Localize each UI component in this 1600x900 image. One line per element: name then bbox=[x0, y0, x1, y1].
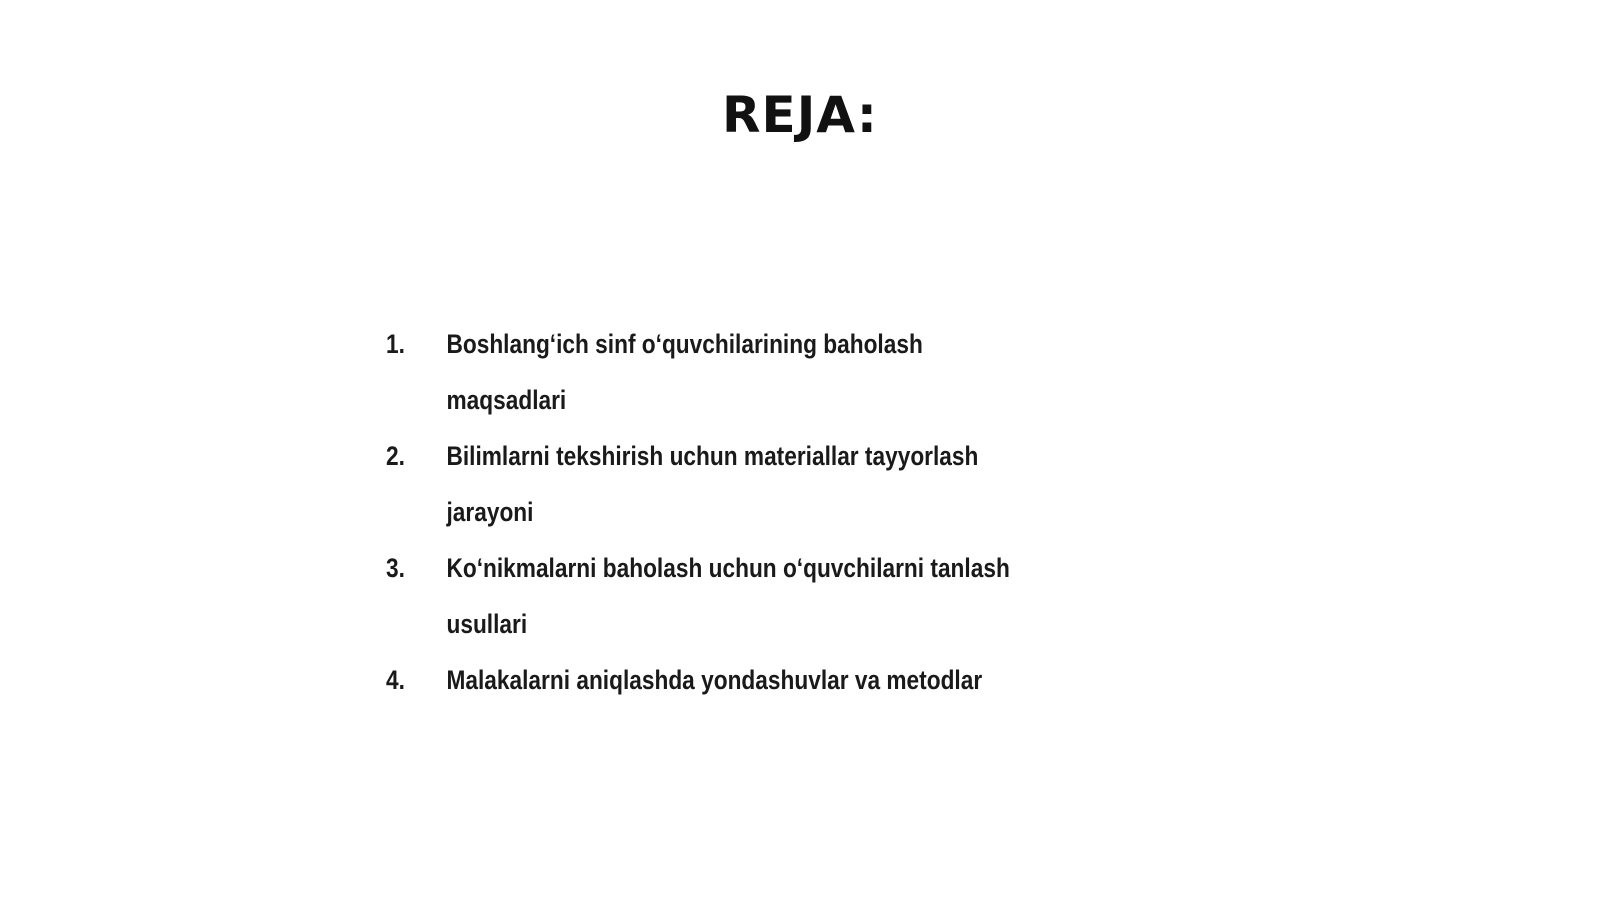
plan-item-text: Boshlangʻich sinf oʻquvchilarining baholash maqsadlari bbox=[446, 329, 923, 415]
plan-item-text: Bilimlarni tekshirish uchun materiallar tayyorlash jarayoni bbox=[446, 441, 979, 527]
plan-item-number: 3. bbox=[386, 553, 405, 583]
plan-item-2 bbox=[386, 428, 1041, 540]
plan-item-number: 1. bbox=[386, 329, 405, 359]
plan-item-4 bbox=[386, 652, 1041, 708]
plan-item-number: 2. bbox=[386, 441, 405, 471]
plan-item-text: Koʻnikmalarni baholash uchun oʻquvchilarni tanlash usullari bbox=[446, 553, 1010, 639]
plan-item-1 bbox=[386, 316, 1041, 428]
plan-item-3 bbox=[386, 540, 1041, 652]
slide-title: REJA: bbox=[722, 86, 878, 144]
plan-item-text: Malakalarni aniqlashda yondashuvlar va metodlar bbox=[446, 665, 983, 695]
plan-item-number: 4. bbox=[386, 665, 405, 695]
plan-list bbox=[386, 316, 1166, 708]
